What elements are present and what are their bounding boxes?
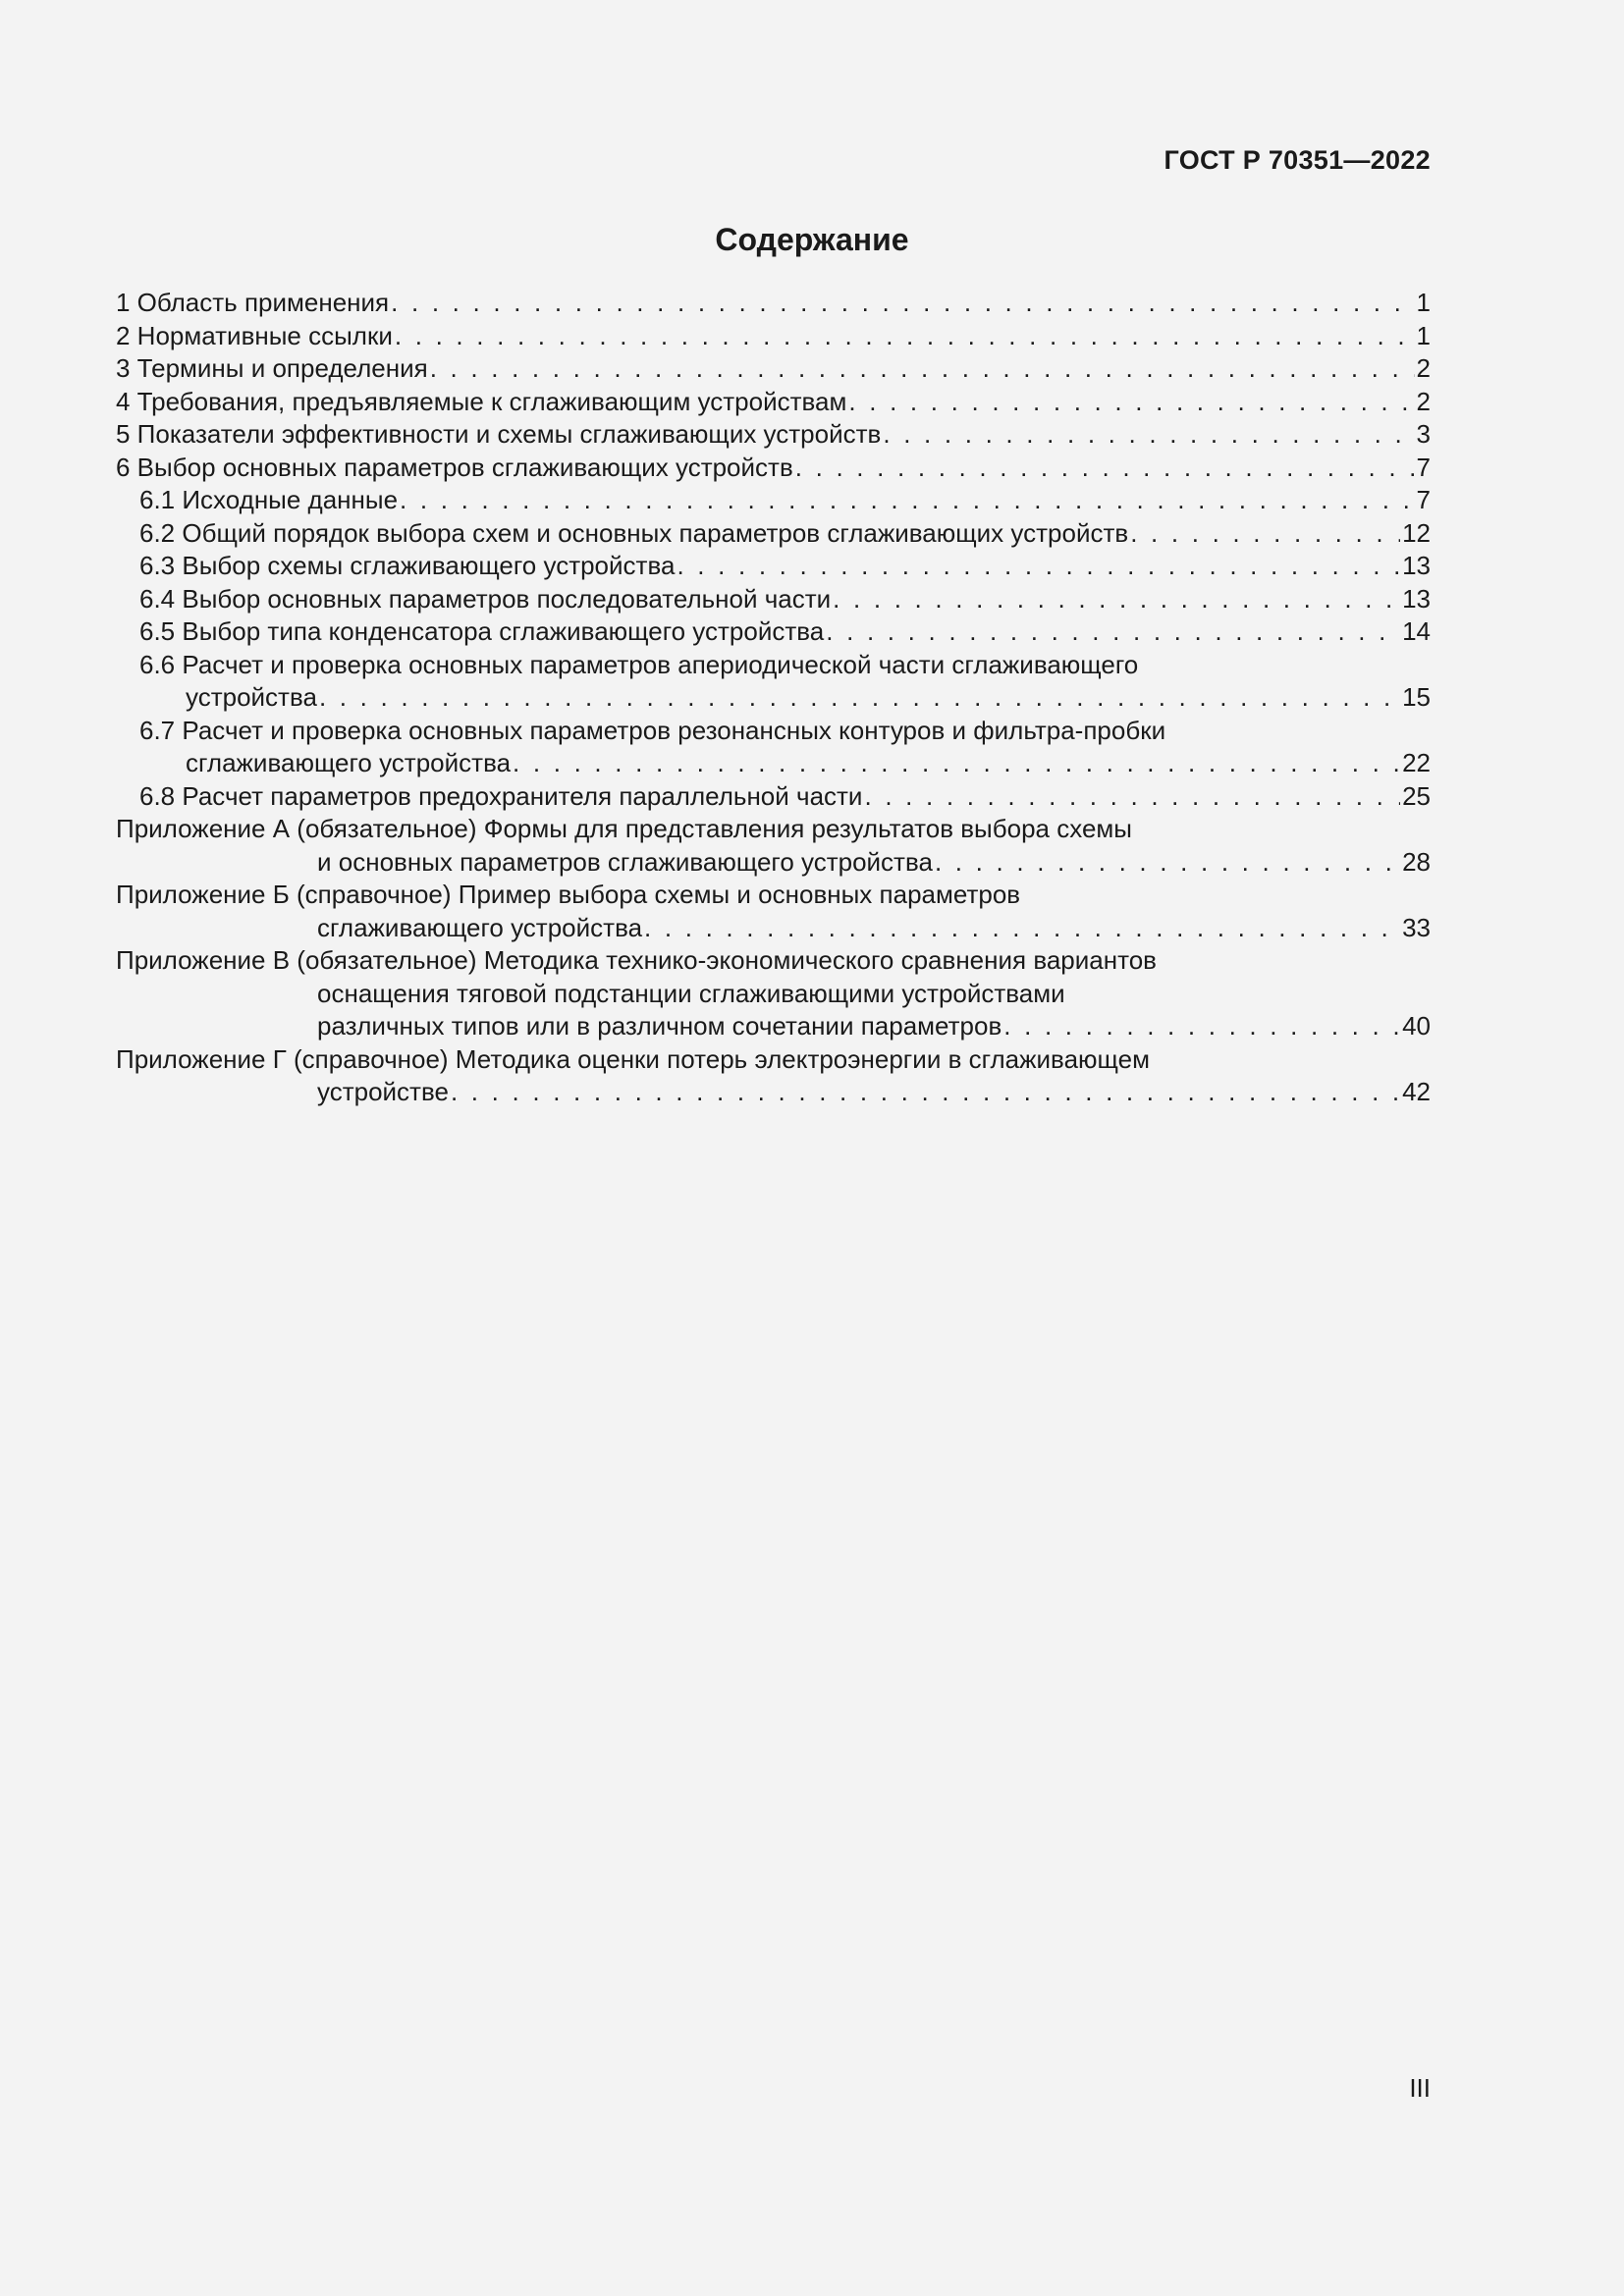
toc-entry-page: 13 [1402, 551, 1431, 580]
toc-entry-text: и основных параметров сглаживающего устройства [317, 846, 933, 877]
page-number: III [1409, 2073, 1431, 2103]
toc-entry[interactable] [116, 386, 1431, 419]
toc-entry-text: 6.7 Расчет и проверка основных параметров резонансных контуров и фильтра-пробки [139, 715, 1166, 745]
toc-entry-text: Приложение А (обязательное) Формы для представления результатов выбора схемы [116, 814, 1132, 843]
toc-entry[interactable] [116, 944, 1431, 978]
toc-entry-text: устройства [186, 682, 317, 712]
toc-entry[interactable] [116, 813, 1431, 846]
toc-entry-text: 6.8 Расчет параметров предохранителя параллельной части [139, 780, 863, 811]
toc-entry-text: 6.3 Выбор схемы сглаживающего устройства [139, 551, 676, 580]
toc-entry-page: 42 [1402, 1077, 1431, 1106]
toc-entry[interactable] [116, 452, 1431, 485]
toc-entry-page: 7 [1416, 485, 1431, 514]
toc-leader-dots [677, 550, 1400, 583]
toc-entry-text: различных типов или в различном сочетании параметров [317, 1011, 1002, 1041]
toc-leader-dots [1130, 517, 1400, 551]
toc-leader-dots [826, 615, 1400, 649]
toc-entry-continuation[interactable] [116, 1076, 1431, 1109]
table-of-contents [116, 287, 1431, 1109]
toc-entry-page: 13 [1402, 583, 1431, 614]
toc-entry-text: оснащения тяговой подстанции сглаживающими устройствами [317, 978, 1065, 1008]
toc-leader-dots [833, 583, 1400, 616]
toc-entry-text: 6.6 Расчет и проверка основных параметров апериодической части сглаживающего [139, 649, 1139, 679]
toc-entry-page: 33 [1402, 912, 1431, 942]
toc-entry[interactable] [116, 352, 1431, 386]
toc-entry-text: сглаживающего устройства [186, 748, 512, 777]
toc-entry[interactable] [116, 517, 1431, 551]
toc-entry-text: Приложение В (обязательное) Методика технико-экономического сравнения вариантов [116, 945, 1157, 975]
toc-leader-dots [430, 352, 1415, 386]
toc-leader-dots [883, 418, 1414, 452]
toc-entry-text: 2 Нормативные ссылки [116, 320, 393, 350]
toc-entry[interactable] [116, 879, 1431, 912]
toc-entry-page: 28 [1402, 846, 1431, 877]
toc-entry-text: 1 Область применения [116, 288, 390, 317]
toc-leader-dots [395, 320, 1415, 353]
toc-leader-dots [319, 681, 1400, 715]
toc-entry-text: Приложение Б (справочное) Пример выбора схемы и основных параметров [116, 880, 1021, 909]
toc-entry[interactable] [116, 583, 1431, 616]
toc-entry-text: сглаживающего устройства [317, 912, 643, 942]
toc-entry[interactable] [116, 1043, 1431, 1077]
toc-entry-page: 1 [1416, 320, 1431, 350]
toc-entry-text: 6.5 Выбор типа конденсатора сглаживающего устройства [139, 616, 825, 646]
toc-leader-dots [1003, 1010, 1400, 1043]
toc-entry[interactable] [116, 550, 1431, 583]
toc-entry-text: 5 Показатели эффективности и схемы сглаживающих устройств [116, 419, 882, 449]
toc-entry-page: 14 [1402, 616, 1431, 646]
toc-leader-dots [864, 780, 1400, 814]
toc-leader-dots [513, 747, 1400, 780]
toc-entry-page: 12 [1402, 517, 1431, 548]
toc-entry-continuation[interactable] [116, 681, 1431, 715]
toc-entry[interactable] [116, 320, 1431, 353]
toc-entry-text: Приложение Г (справочное) Методика оценки потерь электроэнергии в сглаживающем [116, 1043, 1150, 1074]
toc-leader-dots [848, 386, 1414, 419]
toc-entry-page: 2 [1416, 386, 1431, 416]
toc-entry-page: 2 [1416, 353, 1431, 383]
toc-entry[interactable] [116, 287, 1431, 320]
toc-leader-dots [644, 912, 1400, 945]
toc-entry-text: 3 Термины и определения [116, 353, 428, 383]
toc-entry[interactable] [116, 484, 1431, 517]
toc-entry-page: 15 [1402, 682, 1431, 712]
toc-entry-page: 25 [1402, 780, 1431, 811]
toc-entry-text: 6.4 Выбор основных параметров последовательной части [139, 583, 832, 614]
toc-entry-page: 40 [1402, 1011, 1431, 1041]
toc-entry-page: 3 [1416, 419, 1431, 449]
toc-entry-text: 6.2 Общий порядок выбора схем и основных параметров сглаживающих устройств [139, 517, 1129, 548]
toc-entry-page: 22 [1402, 748, 1431, 777]
toc-entry[interactable] [116, 780, 1431, 814]
toc-entry[interactable] [116, 418, 1431, 452]
toc-entry-page: 7 [1416, 452, 1431, 482]
toc-leader-dots [795, 452, 1415, 485]
document-number: ГОСТ Р 70351—2022 [1164, 145, 1431, 175]
toc-entry-text: 6.1 Исходные данные [139, 485, 399, 514]
toc-entry-continuation[interactable] [116, 1010, 1431, 1043]
toc-entry-text: 6 Выбор основных параметров сглаживающих устройств [116, 452, 793, 482]
toc-entry[interactable] [116, 615, 1431, 649]
toc-leader-dots [451, 1076, 1400, 1109]
page-title: Содержание [715, 222, 909, 257]
toc-entry-text: 4 Требования, предъявляемые к сглаживающим устройствам [116, 386, 847, 416]
toc-entry-page: 1 [1416, 288, 1431, 317]
toc-entry-continuation[interactable] [116, 846, 1431, 880]
toc-leader-dots [935, 846, 1400, 880]
toc-entry-continuation[interactable] [116, 978, 1431, 1011]
toc-entry-continuation[interactable] [116, 747, 1431, 780]
toc-leader-dots [391, 287, 1414, 320]
toc-entry[interactable] [116, 715, 1431, 748]
toc-entry[interactable] [116, 649, 1431, 682]
toc-entry-continuation[interactable] [116, 912, 1431, 945]
toc-entry-text: устройстве [317, 1077, 449, 1106]
toc-leader-dots [400, 484, 1414, 517]
